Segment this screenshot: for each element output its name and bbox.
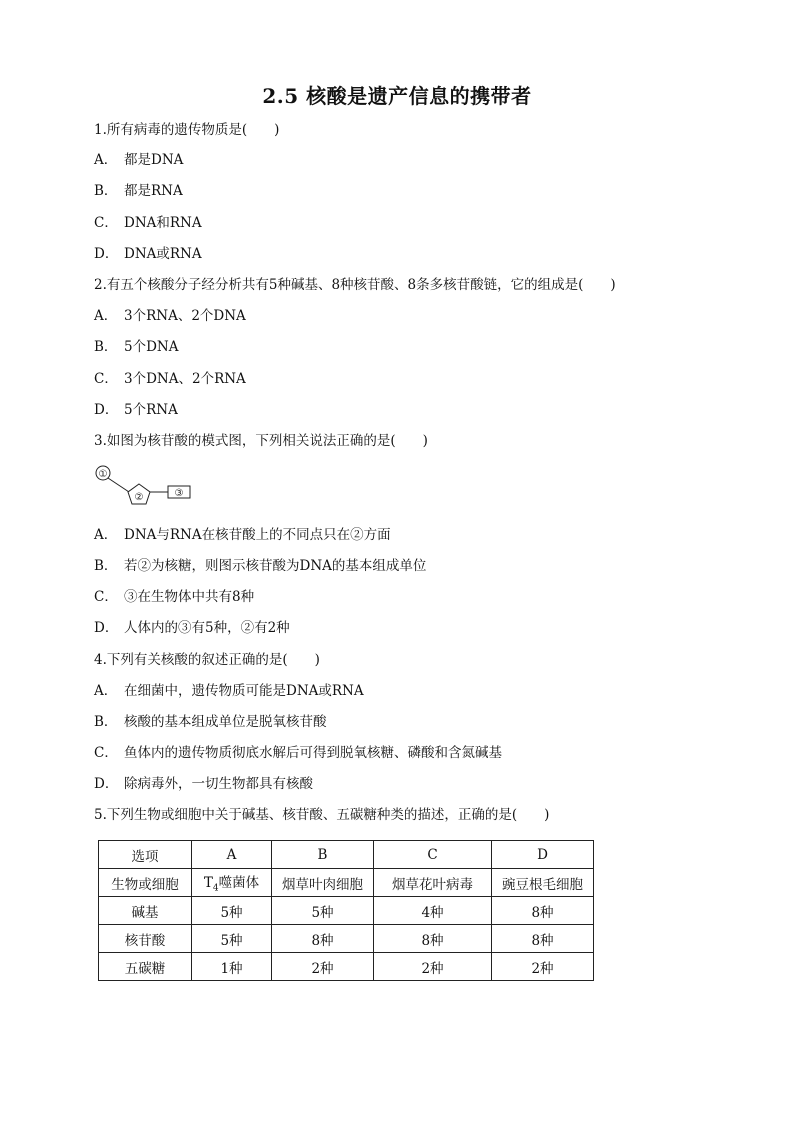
q3-option-c[interactable] — [94, 588, 254, 606]
table-header-row — [99, 841, 594, 869]
table-cell: 2种 — [272, 953, 374, 981]
table-cell: 4种 — [374, 897, 492, 925]
option-text: DNA或RNA — [124, 246, 202, 262]
table-row — [99, 953, 594, 981]
nucleotide-diagram — [94, 462, 204, 506]
option-text: 5个DNA — [124, 339, 179, 355]
row-label: 生物或细胞 — [99, 869, 192, 897]
sugar-label: ② — [134, 492, 144, 503]
option-letter: C． — [94, 745, 118, 761]
table-row — [99, 925, 594, 953]
option-letter: B． — [94, 558, 118, 574]
q2-option-b[interactable] — [94, 338, 178, 356]
option-text: DNA与RNA在核苷酸上的不同点只在②方面 — [124, 527, 391, 543]
q4-option-b[interactable] — [94, 713, 327, 731]
q1-option-b[interactable] — [94, 182, 183, 200]
q3-option-b[interactable] — [94, 557, 426, 575]
organism-a-rest: 噬菌体 — [218, 875, 260, 892]
option-text: 人体内的③有5种，②有2种 — [124, 620, 290, 636]
q2-option-d[interactable] — [94, 401, 178, 419]
table-cell: 8种 — [272, 925, 374, 953]
option-letter: C． — [94, 589, 118, 605]
question-3-stem: 3.如图为核苷酸的模式图，下列相关说法正确的是( ) — [94, 433, 428, 449]
table-cell: 1种 — [192, 953, 272, 981]
option-text: 都是DNA — [124, 152, 184, 168]
option-letter: B． — [94, 714, 118, 730]
row-label: 五碳糖 — [99, 953, 192, 981]
q1-option-d[interactable] — [94, 245, 202, 263]
table-header-cell: A — [192, 841, 272, 869]
question-1-stem: 1.所有病毒的遗传物质是( ) — [94, 122, 280, 138]
table-cell: 8种 — [492, 925, 594, 953]
option-text: 都是RNA — [124, 183, 183, 199]
row-label: 核苷酸 — [99, 925, 192, 953]
option-text: 5个RNA — [124, 402, 178, 418]
option-text: 除病毒外，一切生物都具有核酸 — [124, 776, 313, 792]
option-text: ③在生物体中共有8种 — [124, 589, 255, 605]
option-text: DNA和RNA — [124, 215, 202, 231]
organism-a-main: T — [203, 875, 213, 892]
question-5-stem: 5.下列生物或细胞中关于碱基、核苷酸、五碳糖种类的描述，正确的是( ) — [94, 807, 550, 823]
option-letter: D． — [94, 776, 119, 792]
option-letter: C． — [94, 371, 118, 387]
table-cell: 5种 — [272, 897, 374, 925]
table-cell: 2种 — [374, 953, 492, 981]
q2-option-c[interactable] — [94, 370, 246, 388]
table-header-cell: B — [272, 841, 374, 869]
option-text: 核酸的基本组成单位是脱氧核苷酸 — [124, 714, 327, 730]
base-label: ③ — [174, 488, 184, 499]
table-cell: 8种 — [374, 925, 492, 953]
option-text: 在细菌中，遗传物质可能是DNA或RNA — [124, 683, 364, 699]
option-text: 3个RNA、2个DNA — [124, 308, 246, 324]
table-cell: 烟草叶肉细胞 — [272, 869, 374, 897]
option-letter: A． — [94, 152, 118, 168]
bond-line-1 — [108, 478, 129, 492]
table-row — [99, 869, 594, 897]
page-title: 2.5 核酸是遗产信息的携带者 — [262, 84, 532, 108]
table-cell — [192, 869, 272, 897]
species-comparison-table — [98, 840, 594, 981]
option-letter: B． — [94, 339, 118, 355]
option-letter: C． — [94, 215, 118, 231]
q4-option-c[interactable] — [94, 744, 502, 762]
table-header-cell: C — [374, 841, 492, 869]
table-cell: 2种 — [492, 953, 594, 981]
option-text: 若②为核糖，则图示核苷酸为DNA的基本组成单位 — [124, 558, 427, 574]
question-2-stem: 2.有五个核酸分子经分析共有5种碱基、8种核苷酸、8条多核苷酸链，它的组成是( ) — [94, 277, 616, 293]
q4-option-d[interactable] — [94, 775, 313, 793]
q3-option-a[interactable] — [94, 526, 391, 544]
option-letter: A． — [94, 683, 118, 699]
option-letter: A． — [94, 308, 118, 324]
row-label: 碱基 — [99, 897, 192, 925]
q4-option-a[interactable] — [94, 682, 364, 700]
table-cell: 豌豆根毛细胞 — [492, 869, 594, 897]
q2-option-a[interactable] — [94, 307, 246, 325]
phosphate-label: ① — [98, 469, 108, 480]
q3-option-d[interactable] — [94, 619, 290, 637]
option-letter: D． — [94, 402, 119, 418]
option-letter: D． — [94, 620, 119, 636]
table-cell: 5种 — [192, 925, 272, 953]
table-header-cell: 选项 — [99, 841, 192, 869]
option-text: 3个DNA、2个RNA — [124, 371, 246, 387]
option-letter: B． — [94, 183, 118, 199]
table-row — [99, 897, 594, 925]
organism-a-sub: 4 — [212, 883, 219, 894]
q1-option-a[interactable] — [94, 151, 183, 169]
option-letter: D． — [94, 246, 119, 262]
option-text: 鱼体内的遗传物质彻底水解后可得到脱氧核糖、磷酸和含氮碱基 — [124, 745, 502, 761]
table-cell: 8种 — [492, 897, 594, 925]
table-header-cell: D — [492, 841, 594, 869]
q1-option-c[interactable] — [94, 214, 202, 232]
question-4-stem: 4.下列有关核酸的叙述正确的是( ) — [94, 652, 320, 668]
table-cell: 5种 — [192, 897, 272, 925]
table-cell: 烟草花叶病毒 — [374, 869, 492, 897]
option-letter: A． — [94, 527, 118, 543]
